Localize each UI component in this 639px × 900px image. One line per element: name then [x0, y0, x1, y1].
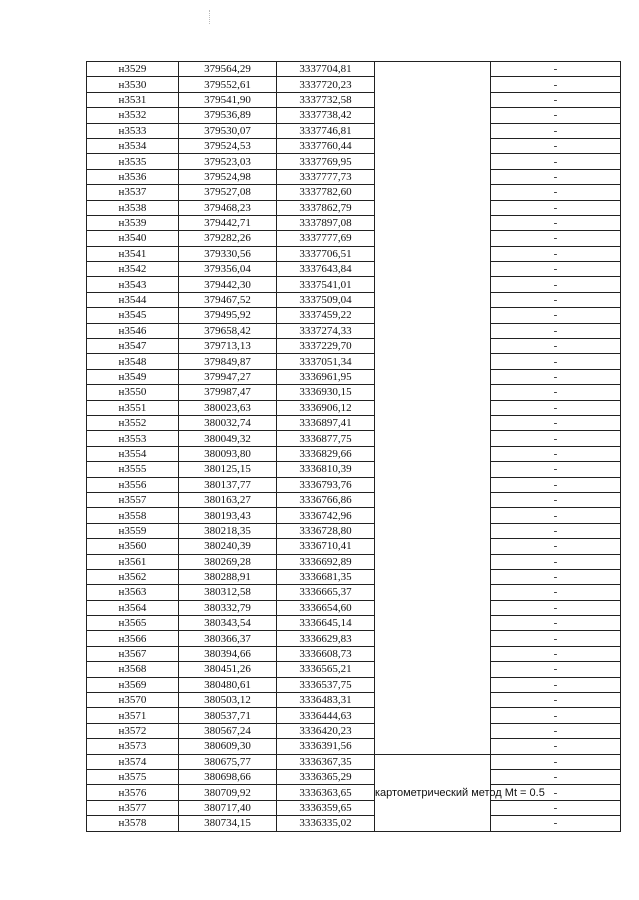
point-name-cell: н3576	[87, 785, 179, 800]
table-row	[87, 523, 621, 538]
method-cell-empty	[375, 77, 491, 92]
table-row	[87, 339, 621, 354]
point-name-cell: н3552	[87, 415, 179, 430]
accuracy-cell: -	[491, 554, 621, 569]
point-name-cell: н3537	[87, 185, 179, 200]
accuracy-cell: -	[491, 339, 621, 354]
x-coordinate-cell: 379356,04	[179, 262, 277, 277]
point-name-cell: н3567	[87, 646, 179, 661]
accuracy-cell: -	[491, 569, 621, 584]
y-coordinate-cell: 3336645,14	[277, 616, 375, 631]
table-row	[87, 354, 621, 369]
point-name-cell: н3543	[87, 277, 179, 292]
table-row	[87, 369, 621, 384]
method-cell-empty	[375, 569, 491, 584]
x-coordinate-cell: 380269,28	[179, 554, 277, 569]
point-name-cell: н3559	[87, 523, 179, 538]
y-coordinate-cell: 3336742,96	[277, 508, 375, 523]
accuracy-cell: -	[491, 816, 621, 831]
x-coordinate-cell: 379524,53	[179, 138, 277, 153]
point-name-cell: н3540	[87, 231, 179, 246]
point-name-cell: н3558	[87, 508, 179, 523]
point-name-cell: н3560	[87, 539, 179, 554]
table-row	[87, 385, 621, 400]
table-row	[87, 646, 621, 661]
accuracy-cell: -	[491, 616, 621, 631]
accuracy-cell: -	[491, 323, 621, 338]
table-row	[87, 723, 621, 738]
x-coordinate-cell: 380503,12	[179, 693, 277, 708]
accuracy-cell: -	[491, 246, 621, 261]
table-row	[87, 554, 621, 569]
x-coordinate-cell: 380240,39	[179, 539, 277, 554]
y-coordinate-cell: 3337777,73	[277, 169, 375, 184]
point-name-cell: н3541	[87, 246, 179, 261]
point-name-cell: н3561	[87, 554, 179, 569]
x-coordinate-cell: 379467,52	[179, 292, 277, 307]
table-row	[87, 62, 621, 77]
x-coordinate-cell: 380717,40	[179, 800, 277, 815]
accuracy-cell: -	[491, 585, 621, 600]
y-coordinate-cell: 3336420,23	[277, 723, 375, 738]
point-name-cell: н3539	[87, 215, 179, 230]
y-coordinate-cell: 3336692,89	[277, 554, 375, 569]
table-row	[87, 769, 621, 784]
x-coordinate-cell: 380451,26	[179, 662, 277, 677]
point-name-cell: н3563	[87, 585, 179, 600]
method-cell-empty	[375, 554, 491, 569]
method-cell-empty	[375, 123, 491, 138]
x-coordinate-cell: 379947,27	[179, 369, 277, 384]
table-row	[87, 154, 621, 169]
table-row	[87, 215, 621, 230]
accuracy-cell: -	[491, 492, 621, 507]
y-coordinate-cell: 3336681,35	[277, 569, 375, 584]
y-coordinate-cell: 3336961,95	[277, 369, 375, 384]
table-row	[87, 800, 621, 815]
x-coordinate-cell: 379468,23	[179, 200, 277, 215]
x-coordinate-cell: 379524,98	[179, 169, 277, 184]
table-row	[87, 600, 621, 615]
y-coordinate-cell: 3336877,75	[277, 431, 375, 446]
y-coordinate-cell: 3336537,75	[277, 677, 375, 692]
table-row	[87, 138, 621, 153]
method-cell-empty	[375, 723, 491, 738]
method-cell-empty	[375, 415, 491, 430]
point-name-cell: н3548	[87, 354, 179, 369]
table-row	[87, 739, 621, 754]
y-coordinate-cell: 3337704,81	[277, 62, 375, 77]
coordinates-table-body	[87, 62, 621, 832]
x-coordinate-cell: 380137,77	[179, 477, 277, 492]
y-coordinate-cell: 3336897,41	[277, 415, 375, 430]
y-coordinate-cell: 3337760,44	[277, 138, 375, 153]
method-cell-empty	[375, 616, 491, 631]
y-coordinate-cell: 3337732,58	[277, 92, 375, 107]
accuracy-cell: -	[491, 677, 621, 692]
y-coordinate-cell: 3336906,12	[277, 400, 375, 415]
y-coordinate-cell: 3336483,31	[277, 693, 375, 708]
method-cell-empty	[375, 323, 491, 338]
table-row	[87, 693, 621, 708]
method-cell-empty	[375, 308, 491, 323]
x-coordinate-cell: 380675,77	[179, 754, 277, 769]
method-cell-empty	[375, 154, 491, 169]
table-row	[87, 108, 621, 123]
accuracy-cell: -	[491, 262, 621, 277]
x-coordinate-cell: 380567,24	[179, 723, 277, 738]
table-row	[87, 262, 621, 277]
point-name-cell: н3545	[87, 308, 179, 323]
point-name-cell: н3542	[87, 262, 179, 277]
table-row	[87, 677, 621, 692]
accuracy-cell: -	[491, 462, 621, 477]
x-coordinate-cell: 379536,89	[179, 108, 277, 123]
method-cell-empty	[375, 508, 491, 523]
point-name-cell: н3535	[87, 154, 179, 169]
accuracy-cell: -	[491, 646, 621, 661]
point-name-cell: н3532	[87, 108, 179, 123]
method-cell-empty	[375, 431, 491, 446]
accuracy-cell: -	[491, 92, 621, 107]
point-name-cell: н3577	[87, 800, 179, 815]
accuracy-cell: -	[491, 600, 621, 615]
point-name-cell: н3554	[87, 446, 179, 461]
point-name-cell: н3570	[87, 693, 179, 708]
point-name-cell: н3572	[87, 723, 179, 738]
accuracy-cell: -	[491, 662, 621, 677]
scan-mark	[209, 10, 211, 24]
accuracy-cell: -	[491, 739, 621, 754]
x-coordinate-cell: 379713,13	[179, 339, 277, 354]
table-row	[87, 92, 621, 107]
accuracy-cell: -	[491, 693, 621, 708]
table-row	[87, 169, 621, 184]
accuracy-cell: -	[491, 800, 621, 815]
method-cell-empty	[375, 693, 491, 708]
y-coordinate-cell: 3336654,60	[277, 600, 375, 615]
method-cell-empty	[375, 92, 491, 107]
table-row	[87, 308, 621, 323]
y-coordinate-cell: 3337051,34	[277, 354, 375, 369]
point-name-cell: н3551	[87, 400, 179, 415]
point-name-cell: н3536	[87, 169, 179, 184]
x-coordinate-cell: 379523,03	[179, 154, 277, 169]
table-row	[87, 231, 621, 246]
y-coordinate-cell: 3336359,65	[277, 800, 375, 815]
table-row	[87, 123, 621, 138]
y-coordinate-cell: 3337643,84	[277, 262, 375, 277]
x-coordinate-cell: 380332,79	[179, 600, 277, 615]
y-coordinate-cell: 3336665,37	[277, 585, 375, 600]
table-row	[87, 662, 621, 677]
accuracy-cell: -	[491, 400, 621, 415]
table-row	[87, 200, 621, 215]
x-coordinate-cell: 379527,08	[179, 185, 277, 200]
method-cell-empty	[375, 108, 491, 123]
x-coordinate-cell: 379541,90	[179, 92, 277, 107]
accuracy-cell: -	[491, 77, 621, 92]
y-coordinate-cell: 3336444,63	[277, 708, 375, 723]
y-coordinate-cell: 3337777,69	[277, 231, 375, 246]
x-coordinate-cell: 380093,80	[179, 446, 277, 461]
x-coordinate-cell: 379442,71	[179, 215, 277, 230]
table-row	[87, 277, 621, 292]
point-name-cell: н3530	[87, 77, 179, 92]
x-coordinate-cell: 379442,30	[179, 277, 277, 292]
table-row	[87, 246, 621, 261]
point-name-cell: н3573	[87, 739, 179, 754]
method-cell-empty	[375, 138, 491, 153]
point-name-cell: н3569	[87, 677, 179, 692]
accuracy-cell: -	[491, 231, 621, 246]
y-coordinate-cell: 3336363,65	[277, 785, 375, 800]
y-coordinate-cell: 3336608,73	[277, 646, 375, 661]
method-cell-empty	[375, 262, 491, 277]
accuracy-cell: -	[491, 539, 621, 554]
y-coordinate-cell: 3337706,51	[277, 246, 375, 261]
point-name-cell: н3556	[87, 477, 179, 492]
point-name-cell: н3538	[87, 200, 179, 215]
y-coordinate-cell: 3336367,35	[277, 754, 375, 769]
method-cell-empty	[375, 646, 491, 661]
accuracy-cell: -	[491, 785, 621, 800]
method-cell-empty	[375, 708, 491, 723]
point-name-cell: н3562	[87, 569, 179, 584]
y-coordinate-cell: 3337769,95	[277, 154, 375, 169]
point-name-cell: н3553	[87, 431, 179, 446]
y-coordinate-cell: 3336365,29	[277, 769, 375, 784]
method-cell-empty	[375, 369, 491, 384]
accuracy-cell: -	[491, 308, 621, 323]
table-row	[87, 631, 621, 646]
table-row	[87, 323, 621, 338]
method-cell-empty	[375, 400, 491, 415]
x-coordinate-cell: 380537,71	[179, 708, 277, 723]
accuracy-cell: -	[491, 123, 621, 138]
method-cell-empty	[375, 492, 491, 507]
x-coordinate-cell: 379282,26	[179, 231, 277, 246]
x-coordinate-cell: 379564,29	[179, 62, 277, 77]
point-name-cell: н3578	[87, 816, 179, 831]
accuracy-cell: -	[491, 523, 621, 538]
y-coordinate-cell: 3337541,01	[277, 277, 375, 292]
accuracy-cell: -	[491, 154, 621, 169]
table-row	[87, 539, 621, 554]
method-cell-empty	[375, 631, 491, 646]
x-coordinate-cell: 380698,66	[179, 769, 277, 784]
method-cell-empty	[375, 231, 491, 246]
method-cell-empty	[375, 354, 491, 369]
accuracy-cell: -	[491, 169, 621, 184]
x-coordinate-cell: 380163,27	[179, 492, 277, 507]
table-row	[87, 415, 621, 430]
method-cell-empty	[375, 215, 491, 230]
method-cell-empty	[375, 385, 491, 400]
accuracy-cell: -	[491, 708, 621, 723]
accuracy-cell: -	[491, 446, 621, 461]
x-coordinate-cell: 380049,32	[179, 431, 277, 446]
accuracy-cell: -	[491, 415, 621, 430]
accuracy-cell: -	[491, 185, 621, 200]
method-cell-empty	[375, 600, 491, 615]
method-cell-empty	[375, 677, 491, 692]
accuracy-cell: -	[491, 769, 621, 784]
x-coordinate-cell: 380032,74	[179, 415, 277, 430]
table-row	[87, 616, 621, 631]
method-cell-empty	[375, 246, 491, 261]
point-name-cell: н3557	[87, 492, 179, 507]
point-name-cell: н3571	[87, 708, 179, 723]
point-name-cell: н3555	[87, 462, 179, 477]
y-coordinate-cell: 3337782,60	[277, 185, 375, 200]
y-coordinate-cell: 3337459,22	[277, 308, 375, 323]
x-coordinate-cell: 380125,15	[179, 462, 277, 477]
y-coordinate-cell: 3336766,86	[277, 492, 375, 507]
y-coordinate-cell: 3337229,70	[277, 339, 375, 354]
x-coordinate-cell: 379552,61	[179, 77, 277, 92]
method-cell-empty	[375, 662, 491, 677]
table-row	[87, 492, 621, 507]
point-name-cell: н3550	[87, 385, 179, 400]
point-name-cell: н3568	[87, 662, 179, 677]
method-cell-empty	[375, 539, 491, 554]
table-row	[87, 446, 621, 461]
table-row	[87, 477, 621, 492]
table-row	[87, 431, 621, 446]
x-coordinate-cell: 379495,92	[179, 308, 277, 323]
point-name-cell: н3533	[87, 123, 179, 138]
y-coordinate-cell: 3337509,04	[277, 292, 375, 307]
method-cell-empty	[375, 477, 491, 492]
y-coordinate-cell: 3337720,23	[277, 77, 375, 92]
x-coordinate-cell: 380218,35	[179, 523, 277, 538]
y-coordinate-cell: 3337746,81	[277, 123, 375, 138]
y-coordinate-cell: 3337738,42	[277, 108, 375, 123]
accuracy-cell: -	[491, 292, 621, 307]
point-name-cell: н3564	[87, 600, 179, 615]
point-name-cell: н3549	[87, 369, 179, 384]
x-coordinate-cell: 379530,07	[179, 123, 277, 138]
point-name-cell: н3575	[87, 769, 179, 784]
accuracy-cell: -	[491, 508, 621, 523]
method-cell-empty	[375, 523, 491, 538]
method-cell-empty	[375, 185, 491, 200]
x-coordinate-cell: 380609,30	[179, 739, 277, 754]
table-row	[87, 77, 621, 92]
x-coordinate-cell: 379658,42	[179, 323, 277, 338]
y-coordinate-cell: 3336710,41	[277, 539, 375, 554]
accuracy-cell: -	[491, 215, 621, 230]
x-coordinate-cell: 380366,37	[179, 631, 277, 646]
method-cell-empty	[375, 277, 491, 292]
accuracy-cell: -	[491, 138, 621, 153]
table-row	[87, 462, 621, 477]
accuracy-cell: -	[491, 477, 621, 492]
method-cell-empty	[375, 169, 491, 184]
accuracy-cell: -	[491, 200, 621, 215]
y-coordinate-cell: 3337274,33	[277, 323, 375, 338]
method-cell-empty	[375, 339, 491, 354]
point-name-cell: н3566	[87, 631, 179, 646]
accuracy-cell: -	[491, 62, 621, 77]
accuracy-cell: -	[491, 354, 621, 369]
accuracy-cell: -	[491, 108, 621, 123]
table-row	[87, 400, 621, 415]
table-row	[87, 508, 621, 523]
x-coordinate-cell: 379849,87	[179, 354, 277, 369]
y-coordinate-cell: 3337897,08	[277, 215, 375, 230]
table-row	[87, 585, 621, 600]
x-coordinate-cell: 380394,66	[179, 646, 277, 661]
coordinates-table	[86, 61, 621, 832]
y-coordinate-cell: 3336930,15	[277, 385, 375, 400]
accuracy-cell: -	[491, 431, 621, 446]
x-coordinate-cell: 380023,63	[179, 400, 277, 415]
table-row	[87, 292, 621, 307]
method-cell-empty	[375, 739, 491, 754]
point-name-cell: н3531	[87, 92, 179, 107]
table-row	[87, 816, 621, 831]
accuracy-cell: -	[491, 369, 621, 384]
table-row	[87, 708, 621, 723]
point-name-cell: н3529	[87, 62, 179, 77]
method-cell-empty	[375, 462, 491, 477]
table-row	[87, 754, 621, 769]
x-coordinate-cell: 380480,61	[179, 677, 277, 692]
x-coordinate-cell: 380709,92	[179, 785, 277, 800]
method-cell-empty	[375, 446, 491, 461]
accuracy-cell: -	[491, 385, 621, 400]
x-coordinate-cell: 380288,91	[179, 569, 277, 584]
table-row	[87, 569, 621, 584]
accuracy-cell: -	[491, 277, 621, 292]
point-name-cell: н3565	[87, 616, 179, 631]
point-name-cell: н3544	[87, 292, 179, 307]
point-name-cell: н3534	[87, 138, 179, 153]
y-coordinate-cell: 3336629,83	[277, 631, 375, 646]
x-coordinate-cell: 379987,47	[179, 385, 277, 400]
accuracy-cell: -	[491, 723, 621, 738]
point-name-cell: н3574	[87, 754, 179, 769]
y-coordinate-cell: 3336391,56	[277, 739, 375, 754]
y-coordinate-cell: 3337862,79	[277, 200, 375, 215]
x-coordinate-cell: 380193,43	[179, 508, 277, 523]
y-coordinate-cell: 3336810,39	[277, 462, 375, 477]
accuracy-cell: -	[491, 631, 621, 646]
y-coordinate-cell: 3336335,02	[277, 816, 375, 831]
y-coordinate-cell: 3336829,66	[277, 446, 375, 461]
table-row	[87, 185, 621, 200]
y-coordinate-cell: 3336793,76	[277, 477, 375, 492]
method-cell: картометрический метод Mt = 0.5	[375, 754, 491, 831]
x-coordinate-cell: 380734,15	[179, 816, 277, 831]
point-name-cell: н3547	[87, 339, 179, 354]
method-cell-empty	[375, 62, 491, 77]
method-cell-empty	[375, 292, 491, 307]
x-coordinate-cell: 379330,56	[179, 246, 277, 261]
x-coordinate-cell: 380343,54	[179, 616, 277, 631]
y-coordinate-cell: 3336728,80	[277, 523, 375, 538]
x-coordinate-cell: 380312,58	[179, 585, 277, 600]
method-cell-empty	[375, 200, 491, 215]
point-name-cell: н3546	[87, 323, 179, 338]
y-coordinate-cell: 3336565,21	[277, 662, 375, 677]
method-cell-empty	[375, 585, 491, 600]
accuracy-cell: -	[491, 754, 621, 769]
